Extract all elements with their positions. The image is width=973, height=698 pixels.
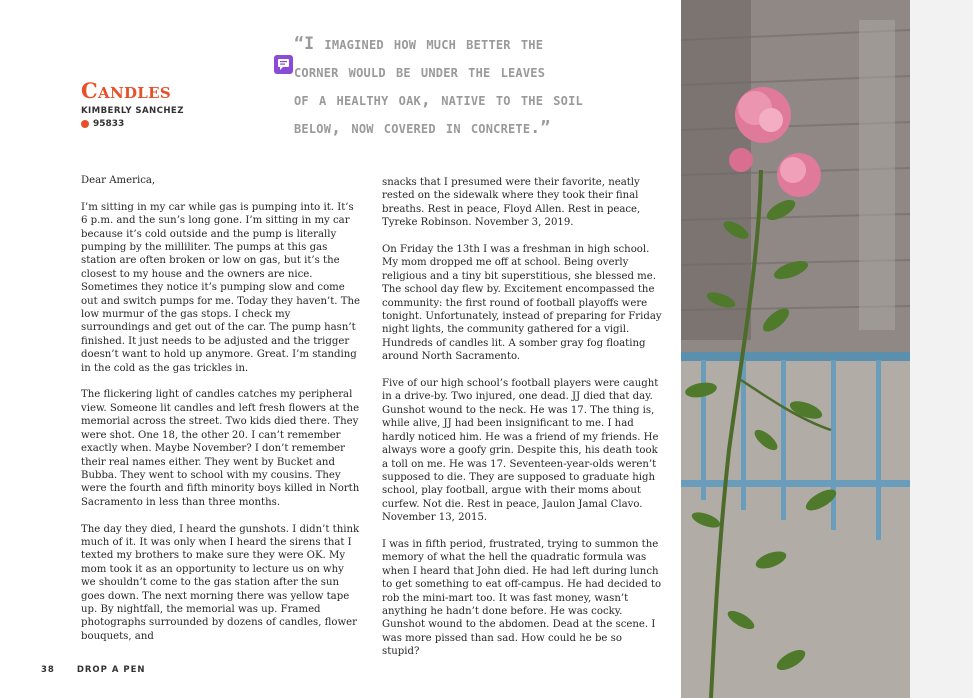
pull-quote-line: corner would be under the leaves [294, 62, 546, 81]
paragraph: I was in fifth period, frustrated, trying to summon the memory of what the hell the quadratic formula was when I heard that John died. He had left during lunch to get something to eat off-campus. He had decided to rob the mini-mart too. It was fast money, wasn’t anything he hadn’t done before. He was cocky. Gunshot wound to the abdomen. Dead at the scene. I was more pissed than sad. How could he be so stupid? [382, 538, 662, 658]
rose-photo [681, 0, 910, 698]
pull-quote-line: below, now covered in concrete.” [294, 118, 551, 137]
publication-name: DROP A PEN [76, 665, 146, 675]
paragraph: Dear America, [81, 175, 156, 186]
author-zip [81, 119, 124, 129]
page-footer [41, 665, 146, 675]
paragraph: The flickering light of candles catches my peripheral view. Someone lit candles and left fresh flowers at the memorial across the street. Two kids died there. They were shot. One 18, the other 20. I can’t remember exactly when. Maybe November? I don’t remember their real names either. They went by Bucket and Bubba. They went to school with my cousins. They were the fourth and fifth minority boys killed in North Sacramento in less than three months. [81, 389, 360, 508]
page-edge [910, 0, 973, 698]
paragraph: snacks that I presumed were their favorite, neatly rested on the sidewalk where they took their final breaths. Rest in peace, Floyd Allen. Rest in peace, Tyreke Robinson. November 3, 2019. [382, 177, 641, 229]
pull-quote-line: “I imagined how much better the [294, 34, 544, 53]
zip-code: 95833 [93, 119, 125, 129]
author-name: KIMBERLY SANCHEZ [81, 106, 184, 116]
paragraph: The day they died, I heard the gunshots. I didn’t think much of it. It was only when I heard the sirens that I texted my brothers to make sure they were OK. My mom took it as an opportunity to lecture us on why we shouldn’t come to the gas station after the sun goes down. The next morning there was yellow tape up. By nightfall, the memorial was up. Framed photographs surrounded by dozens of candles, flower bouquets, and [81, 523, 360, 642]
pull-quote-line: of a healthy oak, native to the soil [294, 90, 583, 109]
body-column-1 [81, 174, 361, 657]
body-column-2 [382, 176, 662, 672]
page-number: 38 [41, 665, 55, 675]
comment-icon[interactable] [274, 55, 293, 74]
paragraph: On Friday the 13th I was a freshman in high school. My mom dropped me off at school. Being overly religious and a tiny bit superstitious, she blessed me. The school day flew by. Excitement encompassed the community: the first round of football playoffs were tonight. Unfortunately, instead of preparing for Friday night lights, the community gathered for a vigil. Hundreds of candles lit. A somber gray fog floating around North Sacramento. [382, 244, 662, 363]
article-title: Candles [81, 78, 171, 103]
paragraph: I’m sitting in my car while gas is pumping into it. It’s 6 p.m. and the sun’s long gone. I’m sitting in my car because it’s cold outside and the pump is literally pumping by the milliliter. The pumps at this gas station are often broken or low on gas, but it’s the closest to my house and the owners are nice. Sometimes they notice it’s pumping slow and come out and switch pumps for me. Today they haven’t. The low murmur of the gas stops. I check my surroundings and get out of the car. The pump hasn’t finished. It just needs to be adjusted and the trigger doesn’t want to hold up anymore. Great. I’m standing in the cold as the gas trickles in. [81, 201, 360, 374]
paragraph: Five of our high school’s football players were caught in a drive-by. Two injured, one dead. JJ died that day. Gunshot wound to the neck. He was 17. The thing is, while alive, JJ had been insignificant to me. I had hardly noticed him. He was a friend of my friends. He always wore a goofy grin. Despite this, his death took a toll on me. He was 17. Seventeen-year-olds weren’t supposed to die. They are supposed to graduate high school, play football, argue with their moms about curfew. Not die. Rest in peace, Jaulon Jamal Clavo. November 13, 2015. [382, 378, 659, 524]
pull-quote [294, 30, 674, 142]
location-pin-icon [81, 120, 89, 128]
